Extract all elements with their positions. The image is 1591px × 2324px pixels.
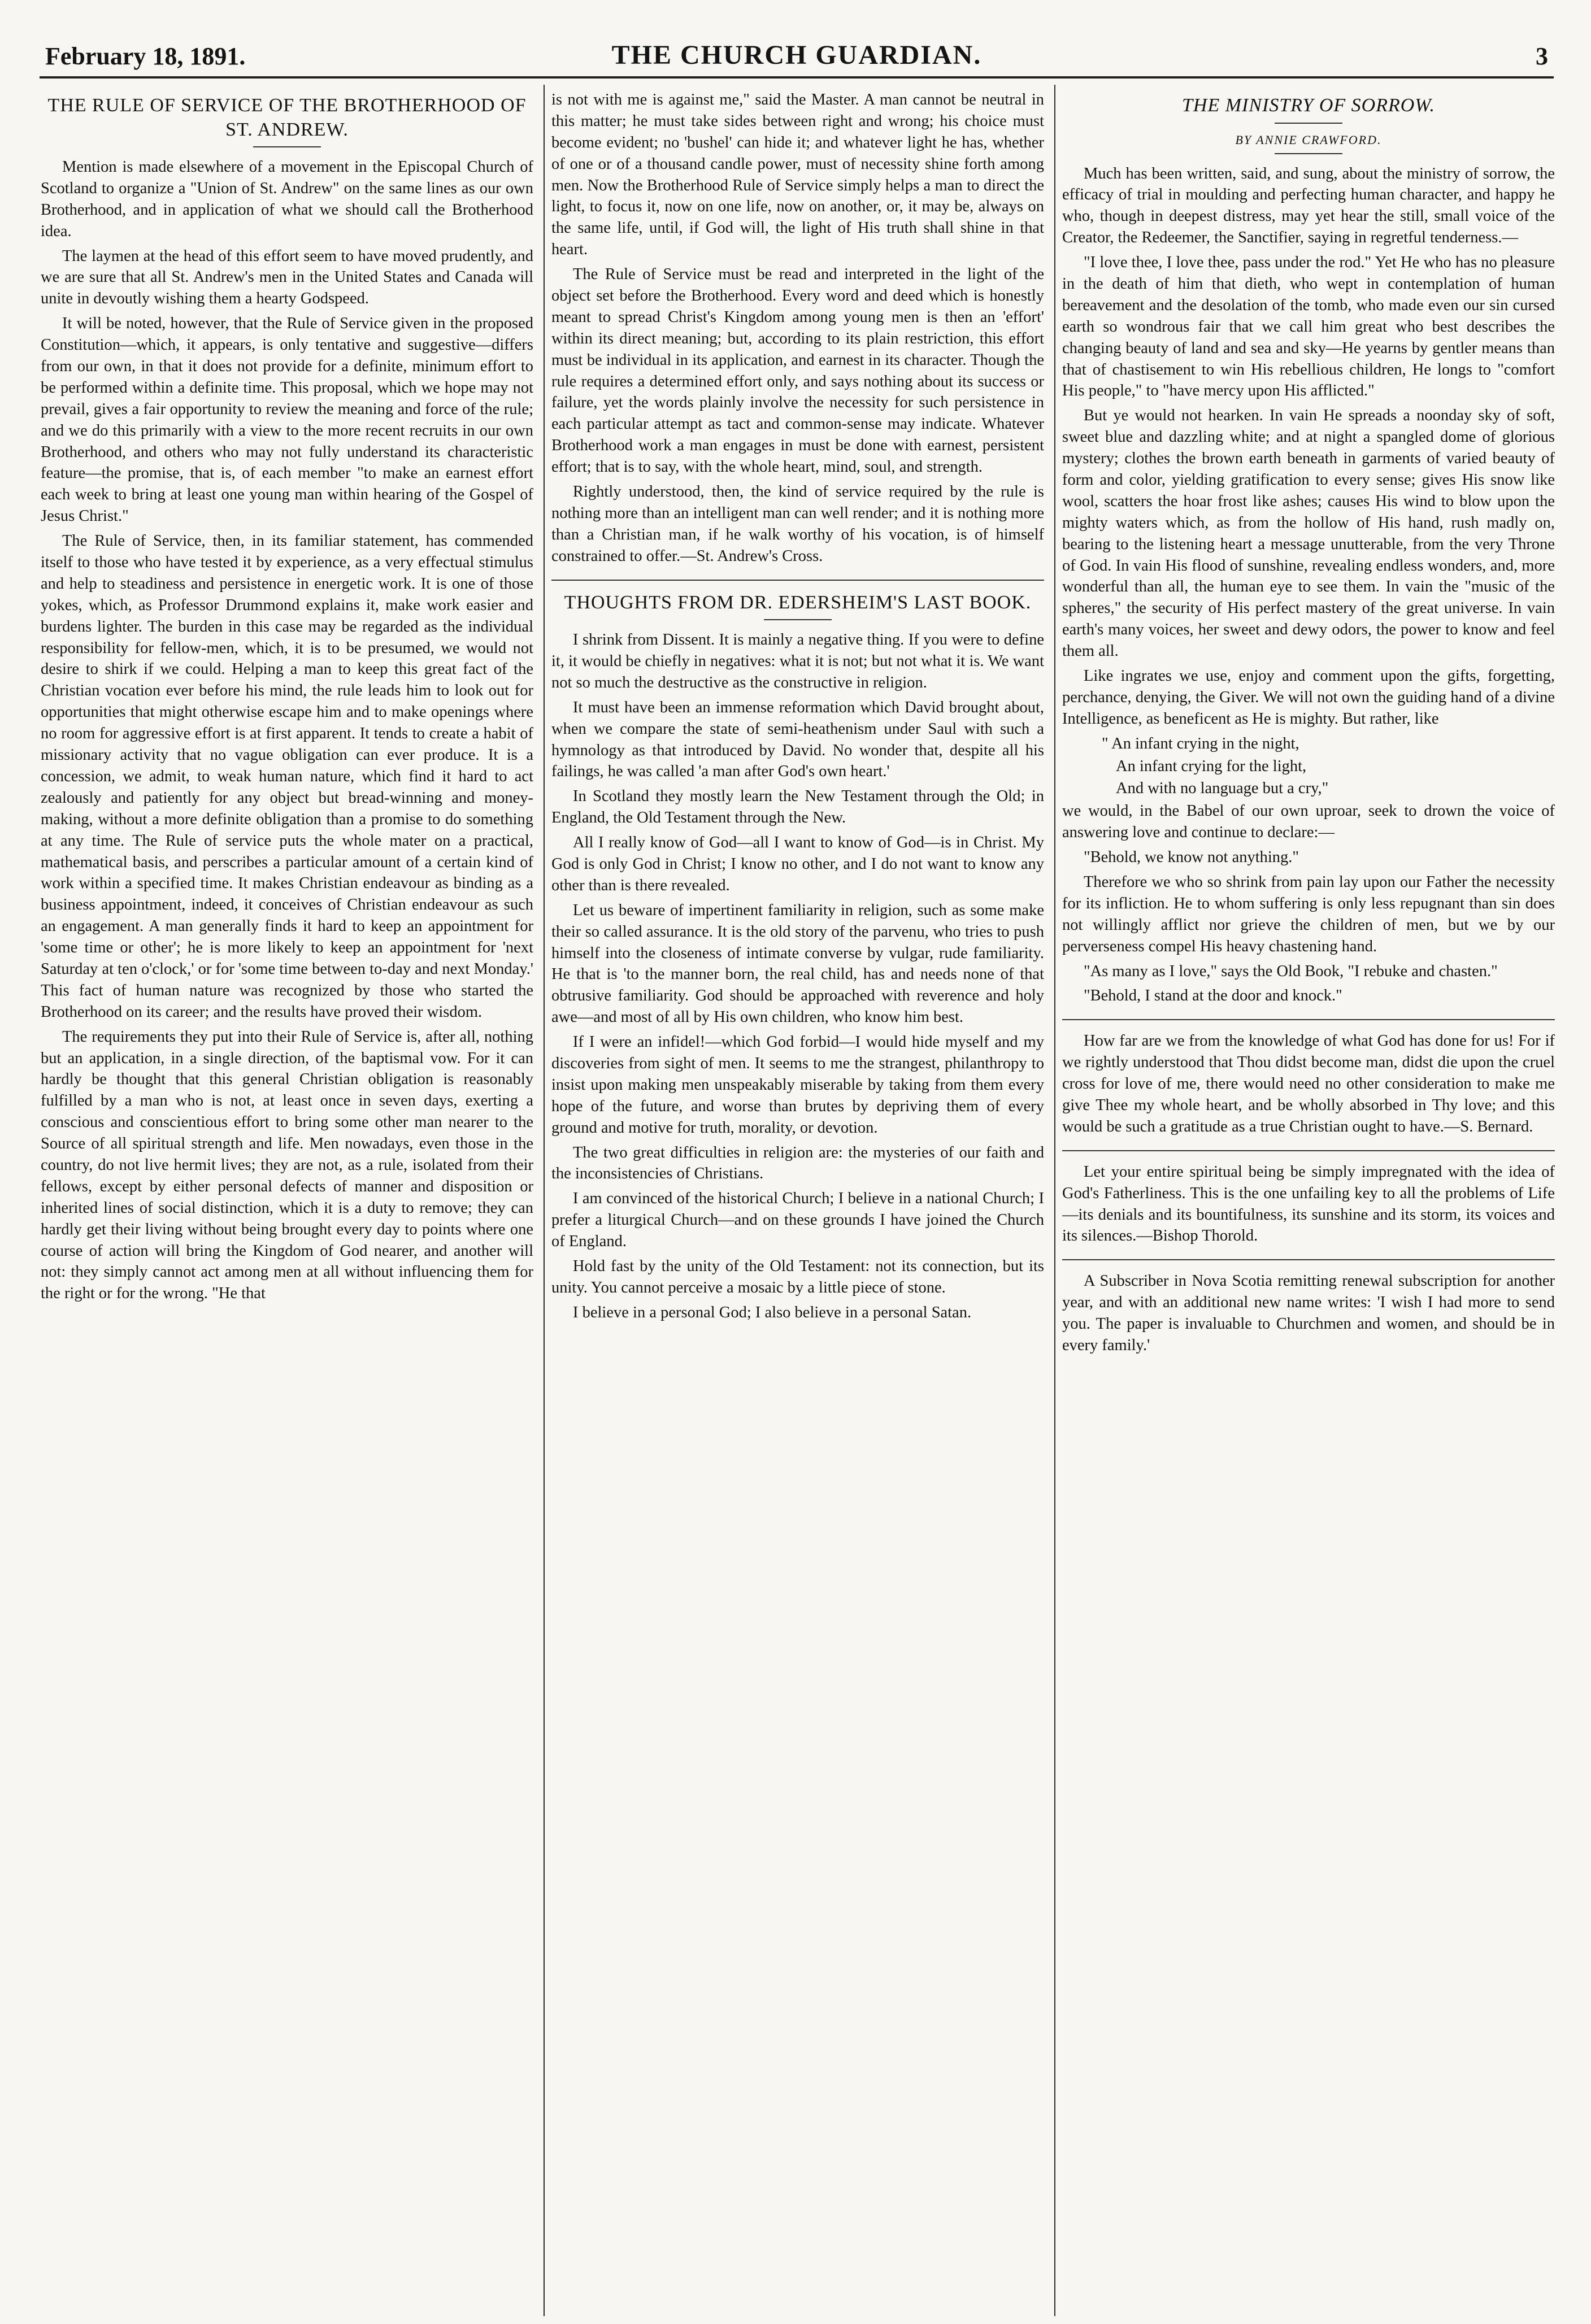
paragraph: If I were an infidel!—which God forbid—I would hide myself and my discoveries from sight of men. It seems to me the strangest, philanthropy to insist upon making men unspeakably miserable by taking from them every hope of the future, and worse than brutes by depriving them of every ground and motive for truth, morality, or devotion. (551, 1033, 1044, 1137)
section-rule (1062, 1259, 1555, 1260)
verse-line: An infant crying for the light, (1116, 757, 1307, 775)
column-1 (41, 89, 533, 2312)
paragraph: All I really know of God—all I want to know of God—is in Christ. My God is only God in Christ; I know no other, and I do not want to know any other than is there revealed. (551, 834, 1044, 894)
paragraph: It must have been an immense reformation which David brought about, when we compare the state of semi-heathenism under Saul with such a hymnology as that introduced by David. No wonder that, despite all his failings, he was called 'a man after God's own heart.' (551, 698, 1044, 781)
column-3 (1062, 89, 1555, 2312)
paragraph: "I love thee, I love thee, pass under the rod." Yet He who has no pleasure in the death of him that dieth, who wept in contemplation of human bereavement and the desolation of the tomb, who made even our sin cursed earth so wondrous fair that we call him great who best describes the changing beauty of land and sea and sky—He yearns by gentler means than that of chastisement to win His rebellious children, He longs to "comfort His people," to "have mercy upon His afflicted." (1062, 254, 1555, 400)
column-divider (544, 85, 545, 2316)
paragraph: "As many as I love," says the Old Book, "I rebuke and chasten." (1084, 962, 1498, 980)
paragraph: is not with me is against me," said the Master. A man cannot be neutral in this matter; he must take sides between right and wrong; his choice must become evident; no 'bushel' can hide it; and whatever light he has, whether of one or of a thousand candle power, must of necessity shine forth among men. Now the Brotherhood Rule of Service simply helps a man to direct the light, to focus it, now on one life, now on another, or, it may be, always on the same life, until, if God will, the light of His truth shall shine in that heart. (551, 91, 1044, 259)
paragraph: Mention is made elsewhere of a movement in the Episcopal Church of Scotland to organize a "Union of St. Andrew" on the same lines as our own Brotherhood, and in application of what we should call the Brotherhood idea. (41, 158, 533, 240)
paragraph: I believe in a personal God; I also believe in a personal Satan. (573, 1303, 972, 1321)
paragraph: "Behold, we know not anything." (1084, 848, 1299, 867)
paragraph: But ye would not hearken. In vain He spreads a noonday sky of soft, sweet blue and dazzling white; and at night a spangled dome of glorious mystery; clothes the brown earth beneath in garments of varied beauty of form and color, yielding gratification to every sense; gives His snow like wool, scatters the hoar frost like ashes; causes His wind to blow upon the mighty waters which, as from the hollow of His hand, rush madly on, bearing to the listening heart a message unutterable, from the very Throne of God. In vain His flood of sunshine, revealing endless wonders, and, more wonderful than all, the human eye to see them. In vain the "music of the spheres," the security of His perfect mastery of the great universe. In vain earth's many voices, her sweet and dewy odors, the power to know and feel them all. (1062, 407, 1555, 660)
paragraph: The Rule of Service, then, in its familiar statement, has commended itself to those who have tested it by experience, as a very effectual stimulus and help to steadiness and persistence in energetic work. It is one of those yokes, which, as Professor Drummond explains it, make work easier and burdens lighter. The burden in this case may be regarded as the individual responsibility for fellow-men, which, it is to be presumed, we would not desire to shirk if we could. Helping a man to keep this great fact of the Christian vocation ever before his mind, the rule leads him to look out for opportunities that might otherwise escape him and to make openings where no room for aggressive effort is at first apparent. It tends to create a habit of missionary activity that no vague obligation can ever produce. It is a concession, we admit, to weak human nature, which find it hard to act zealously and patiently for any object but bread-winning and money-making, without a more definite obligation than a promise to do something at any time. The Rule of service puts the whole mater on a practical, mathematical basis, and perscribes a particular amount of a certain kind of work within a specified time. It makes Christian endeavour as binding as a business appointment, indeed, it conceives of Christian endeavour as such an engagement. A man generally finds it hard to keep an appointment for 'some time or other'; he is more likely to keep an appointment for 'next Saturday at ten o'clock,' or for 'some time between to-day and next Monday.' This fact of human nature was recognized by those who started the Brotherhood on its career; and the results have proved their wisdom. (41, 532, 533, 1021)
title-rule (1275, 123, 1342, 124)
article-title-edersheim: THOUGHTS FROM DR. EDERSHEIM'S LAST BOOK. (564, 591, 1032, 613)
verse-quote (1062, 733, 1555, 800)
column-divider (1054, 85, 1055, 2316)
paragraph: Therefore we who so shrink from pain lay upon our Father the necessity for its infliction. He to whom suffering is only less repugnant than sin does not willingly afflict nor grieve the children of men, but we by our perverseness compel His heavy chastening hand. (1062, 873, 1555, 955)
paragraph: It will be noted, however, that the Rule of Service given in the proposed Constitution—which, it appears, is only tentative and suggestive—differs from our own, in that it does not provide for a definite, minimum effort to be performed within a definite time. This proposal, which we hope may not prevail, gives a fair opportunity to review the meaning and force of the rule; and we do this primarily with a view to the more recent recruits in our own Brotherhood, and others who may not fully understand its characteristic feature—the promise, that is, of each member "to make an earnest effort each week to bring at least one young man within hearing of the Gospel of Jesus Christ." (41, 315, 533, 525)
paragraph: Rightly understood, then, the kind of service required by the rule is nothing more than an intelligent man can well render; and it is nothing more than a Christian man, if he walk worthy of his vocation, is of himself constrained to offer.—St. Andrew's Cross. (551, 483, 1044, 565)
paragraph: Much has been written, said, and sung, about the ministry of sorrow, the efficacy of trial in moulding and perfecting human character, and happy he who, though in deepest distress, may yet hear the still, small voice of the Creator, the Redeemer, the Sanctifier, saying in regretful tenderness.— (1062, 164, 1555, 247)
masthead (40, 23, 1554, 79)
paragraph: The Rule of Service must be read and interpreted in the light of the object set before the Brotherhood. Every word and deed which is honestly meant to spread Christ's Kingdom among young men is then an 'effort' within its direct meaning; but, according to its plain restriction, this effort must be individual in its application, and earnest in its character. Though the rule requires a determined effort only, and says nothing about its success or failure, yet the words plainly involve the necessity for such persistence in each particular attempt as tact and common-sense may indicate. Whatever Brotherhood work a man engages in must be done with earnest, persistent effort; that is to say, with the whole heart, mind, soul, and strength. (551, 266, 1044, 476)
paragraph: Let us beware of impertinent familiarity in religion, such as some make their so called assurance. It is the old story of the parvenu, who tries to push himself into the closeness of intimate converse by vulgar, rude familiarity. He that is 'to the manner born, the real child, has and needs none of that obtrusive familiarity. God should be approached with reverence and holy awe—and most of all by His own children, who know him best. (551, 901, 1044, 1026)
section-rule (551, 580, 1044, 581)
issue-date: February 18, 1891. (45, 42, 246, 70)
paragraph: I am convinced of the historical Church; I believe in a national Church; I prefer a liturgical Church—and on these grounds I have joined the Church of England. (551, 1190, 1044, 1251)
paragraph: In Scotland they mostly learn the New Testament through the Old; in England, the Old Testament through the New. (551, 787, 1044, 827)
paragraph-subscriber: A Subscriber in Nova Scotia remitting renewal subscription for another year, and with an additional new name writes: 'I wish I had more to send you. The paper is invaluable to Churchmen and women, and should be in every family.' (1062, 1272, 1555, 1355)
column-2 (551, 89, 1044, 2312)
verse-line: " An infant crying in the night, (1102, 734, 1299, 752)
page-number: 3 (1536, 42, 1548, 70)
paper-title: THE CHURCH GUARDIAN. (611, 40, 982, 70)
paragraph: "Behold, I stand at the door and knock." (1084, 987, 1342, 1005)
paragraph: Like ingrates we use, enjoy and comment upon the gifts, forgetting, perchance, denying, the Giver. We will not own the guiding hand of a divine Intelligence, as beneficent as He is mighty. But rather, like (1062, 667, 1555, 728)
article-title-rule-of-service: THE RULE OF SERVICE OF THE BROTHERHOOD OF ST. ANDREW. (47, 95, 527, 140)
title-rule (253, 146, 321, 147)
paragraph: The two great difficulties in religion are: the mysteries of our faith and the inconsistencies of Christians. (551, 1143, 1044, 1183)
title-rule (764, 619, 832, 620)
section-rule (1062, 1150, 1555, 1151)
paragraph: Hold fast by the unity of the Old Testament: not its connection, but its unity. You cannot perceive a mosaic by a little piece of stone. (551, 1257, 1044, 1296)
byline: BY ANNIE CRAWFORD. (1235, 132, 1382, 147)
paragraph: The laymen at the head of this effort seem to have moved prudently, and we are sure that all St. Andrew's men in the United States and Canada will unite in devoutly wishing them a hearty Godspeed. (41, 247, 533, 308)
verse-line: And with no language but a cry," (1116, 780, 1329, 798)
paragraph-thorold: Let your entire spiritual being be simply impregnated with the idea of God's Fatherliness. This is the one unfailing key to all the problems of Life—its denials and its bountifulness, its sunshine and its storm, its voices and its silences.—Bishop Thorold. (1062, 1163, 1555, 1245)
byline-rule (1275, 153, 1342, 154)
paragraph: we would, in the Babel of our own uproar, seek to drown the voice of answering love and continue to declare:— (1062, 802, 1555, 842)
paragraph: I shrink from Dissent. It is mainly a negative thing. If you were to define it, it would be chiefly in negatives: what it is not; but not what it is. We want not so much the destructive as the constructive in religion. (551, 631, 1044, 691)
section-rule (1062, 1019, 1555, 1020)
paragraph-bernard: How far are we from the knowledge of what God has done for us! For if we rightly understood that Thou didst become man, didst die upon the cruel cross for love of me, there would need no other consideration to make me give Thee my whole heart, and be wholly absorbed in Thy love; and this would be such a gratitude as a true Christian ought to have.—S. Bernard. (1062, 1032, 1555, 1135)
paragraph: The requirements they put into their Rule of Service is, after all, nothing but an application, in a single direction, of the baptismal vow. For it can hardly be thought that this general Christian obligation is reasonably fulfilled by a man who is not, at least once in seven days, exerting a conscious and conscientious effort to bring some other man nearer to the Source of all spiritual strength and life. Men nowadays, even those in the country, do not live hermit lives; they are not, as a rule, isolated from their fellows, except by either personal defects of manner and disposition or inherited lines of social distinction, which it is a duty to remove; they can hardly get their living without being brought every day to points where one course of action will bring the Kingdom of God nearer, and another will not: they simply cannot act among men at all without influencing them for the right or for the wrong. "He that (41, 1028, 533, 1303)
article-title-ministry-of-sorrow: THE MINISTRY OF SORROW. (1181, 95, 1436, 116)
